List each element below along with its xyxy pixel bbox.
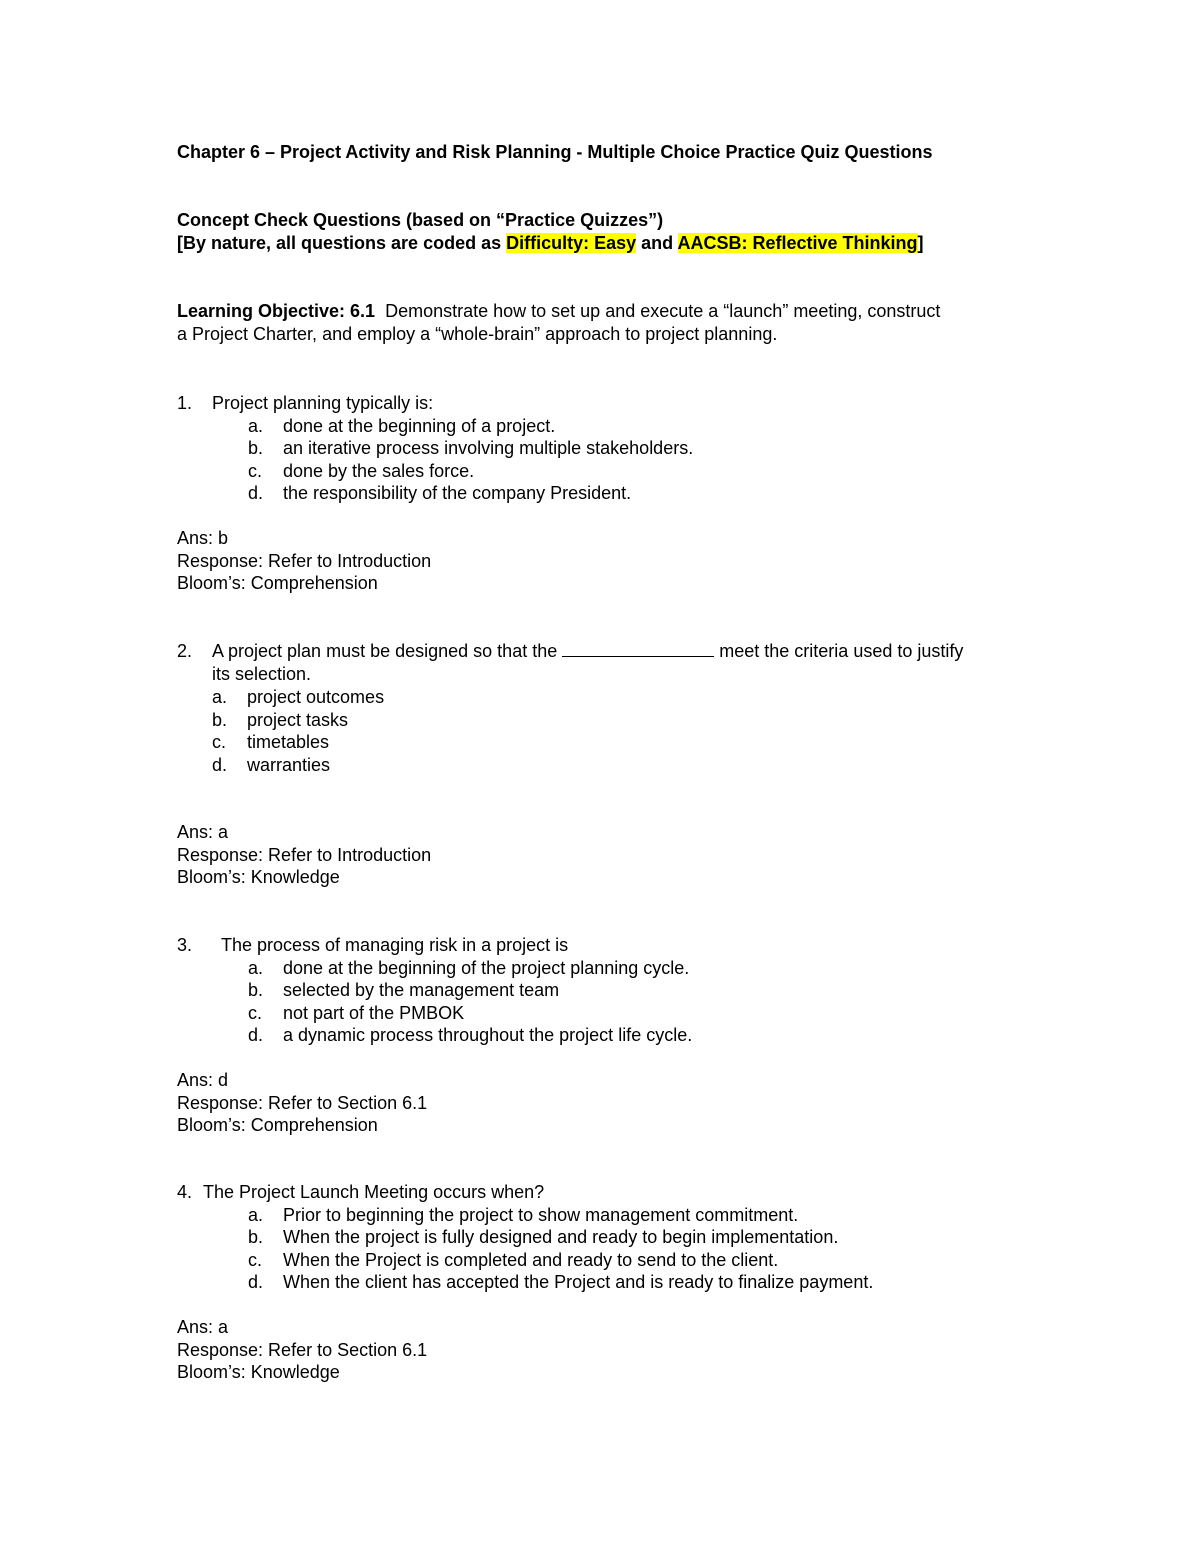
option-letter: d.: [248, 1025, 264, 1045]
option-text: done by the sales force.: [283, 461, 475, 481]
response: Response: Refer to Section 6.1: [177, 1340, 428, 1360]
answer: Ans: b: [177, 528, 229, 548]
option-text: When the client has accepted the Project and is ready to finalize payment.: [283, 1272, 874, 1292]
aacsb-highlight: AACSB: Reflective Thinking: [677, 233, 918, 253]
question-text: [212, 640, 963, 663]
option-letter: b.: [248, 980, 264, 1000]
option-letter: b.: [248, 438, 264, 458]
blooms-level: Bloom’s: Comprehension: [177, 573, 378, 593]
question-text: The Project Launch Meeting occurs when?: [203, 1182, 545, 1202]
response: Response: Refer to Introduction: [177, 551, 432, 571]
option-text: warranties: [247, 755, 331, 775]
question-text: The process of managing risk in a project is: [221, 935, 569, 955]
coding-note: [177, 232, 924, 255]
question-number: 3.: [177, 935, 193, 955]
document-title: Chapter 6 – Project Activity and Risk Planning - Multiple Choice Practice Quiz Questions: [177, 142, 933, 162]
blooms-level: Bloom’s: Knowledge: [177, 867, 340, 887]
objective-label: Learning Objective: 6.1: [177, 301, 376, 321]
question-number: 1.: [177, 393, 193, 413]
option-text: not part of the PMBOK: [283, 1003, 465, 1023]
option-letter: a.: [248, 958, 264, 978]
question-number: 2.: [177, 641, 193, 661]
option-text: done at the beginning of a project.: [283, 416, 556, 436]
option-text: project outcomes: [247, 687, 385, 707]
option-text: an iterative process involving multiple stakeholders.: [283, 438, 694, 458]
option-letter: b.: [212, 710, 228, 730]
option-text: the responsibility of the company President.: [283, 483, 632, 503]
option-letter: c.: [248, 1250, 263, 1270]
coding-close: ]: [917, 233, 924, 253]
response: Response: Refer to Introduction: [177, 845, 432, 865]
answer: Ans: a: [177, 1317, 229, 1337]
option-text: selected by the management team: [283, 980, 560, 1000]
question-text-line2: its selection.: [212, 664, 312, 684]
difficulty-highlight: Difficulty: Easy: [506, 233, 637, 253]
response: Response: Refer to Section 6.1: [177, 1093, 428, 1113]
option-text: done at the beginning of the project planning cycle.: [283, 958, 690, 978]
learning-objective: [177, 300, 940, 323]
option-text: When the Project is completed and ready to send to the client.: [283, 1250, 779, 1270]
objective-line1: Demonstrate how to set up and execute a “launch” meeting, construct: [385, 301, 941, 321]
option-letter: c.: [212, 732, 227, 752]
objective-line2: a Project Charter, and employ a “whole-brain” approach to project planning.: [177, 324, 778, 344]
option-letter: a.: [248, 416, 264, 436]
question-text-before: A project plan must be designed so that the: [212, 641, 558, 661]
question-number: 4.: [177, 1182, 193, 1202]
coding-prefix: [By nature, all questions are coded as: [177, 233, 507, 253]
concept-heading: Concept Check Questions (based on “Practice Quizzes”): [177, 210, 664, 230]
blooms-level: Bloom’s: Knowledge: [177, 1362, 340, 1382]
option-text: When the project is fully designed and ready to begin implementation.: [283, 1227, 839, 1247]
answer: Ans: d: [177, 1070, 229, 1090]
option-text: a dynamic process throughout the project life cycle.: [283, 1025, 693, 1045]
answer: Ans: a: [177, 822, 229, 842]
question-text: Project planning typically is:: [212, 393, 434, 413]
option-letter: a.: [212, 687, 228, 707]
option-text: timetables: [247, 732, 330, 752]
coding-and: and: [636, 233, 678, 253]
option-text: project tasks: [247, 710, 349, 730]
option-letter: a.: [248, 1205, 264, 1225]
option-letter: c.: [248, 1003, 263, 1023]
blooms-level: Bloom’s: Comprehension: [177, 1115, 378, 1135]
option-letter: d.: [248, 483, 264, 503]
option-letter: b.: [248, 1227, 264, 1247]
option-letter: d.: [212, 755, 228, 775]
option-letter: d.: [248, 1272, 264, 1292]
option-letter: c.: [248, 461, 263, 481]
answer-blank: [562, 641, 714, 657]
question-text-after: meet the criteria used to justify: [719, 641, 964, 661]
option-text: Prior to beginning the project to show management commitment.: [283, 1205, 799, 1225]
